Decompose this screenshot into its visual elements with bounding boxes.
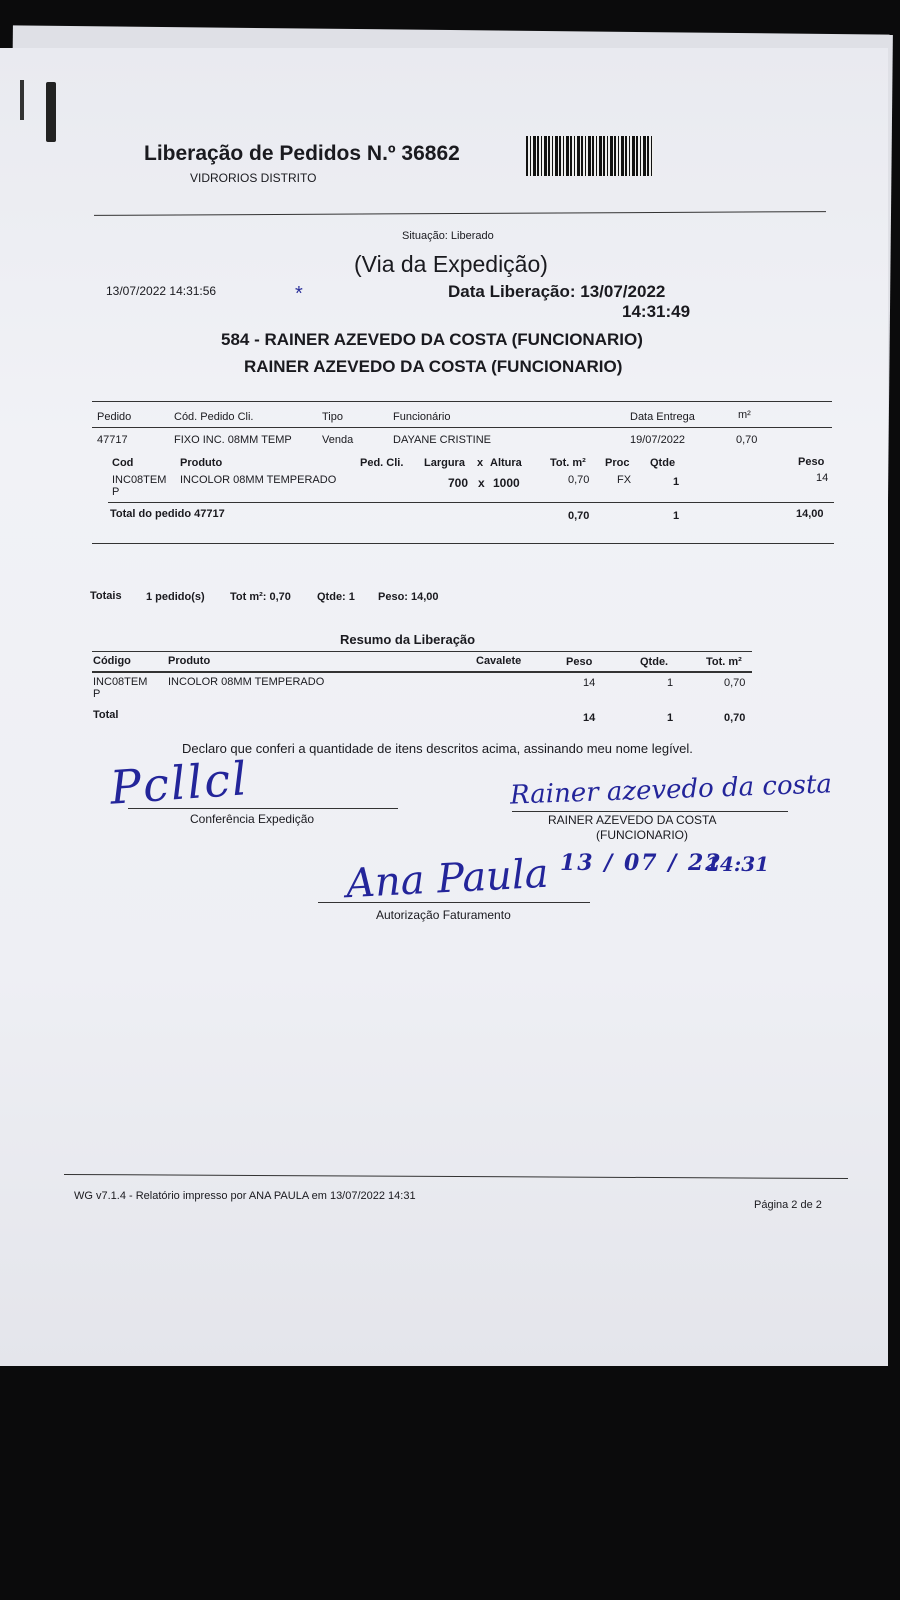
order-total-label: Total do pedido 47717 (110, 508, 225, 520)
release-time: 14:31:49 (622, 302, 691, 321)
summary-top-rule (92, 651, 752, 652)
item-height: 1000 (493, 476, 520, 490)
summary-header-tot-m2: Tot. m² (706, 656, 742, 668)
declaration-text: Declaro que conferi a quantidade de itens descritos acima, assinando meu nome legível. (182, 741, 693, 756)
summary-m2: 0,70 (724, 677, 746, 689)
summary-total-qtde: 1 (667, 712, 674, 724)
status-text: Situação: Liberado (402, 230, 494, 242)
col-header-cod-pedido-cli: Cód. Pedido Cli. (174, 411, 254, 423)
company-name: VIDRORIOS DISTRITO (190, 171, 317, 185)
summary-header-produto: Produto (168, 655, 211, 667)
item-header-peso: Peso (798, 456, 825, 468)
copy-type: (Via da Expedição) (354, 251, 548, 277)
item-product: INCOLOR 08MM TEMPERADO (180, 474, 337, 486)
summary-header-cavalete: Cavalete (476, 655, 522, 667)
summary-product: INCOLOR 08MM TEMPERADO (168, 676, 325, 688)
summary-title: Resumo da Liberação (340, 632, 476, 647)
item-cod-line-2: P (112, 486, 120, 498)
summary-header-qtde: Qtde. (640, 656, 669, 668)
item-cod-line-1: INC08TEM (112, 474, 167, 486)
totals-qtde: Qtde: 1 (317, 591, 355, 603)
col-header-funcionario: Funcionário (393, 411, 451, 423)
summary-total-weight: 14 (583, 712, 596, 724)
summary-total-m2: 0,70 (724, 712, 746, 724)
summary-code-line-2: P (93, 688, 101, 700)
order-total-peso: 14,00 (796, 508, 824, 520)
order-employee: DAYANE CRISTINE (393, 434, 491, 446)
order-client-code: FIXO INC. 08MM TEMP (174, 434, 292, 446)
item-tot-m2: 0,70 (568, 474, 590, 486)
rainer-signature-line (512, 811, 788, 812)
item-width: 700 (448, 476, 469, 490)
handwritten-date: 13 / 07 / 22 (560, 850, 723, 876)
order-total-m2: 0,70 (568, 510, 590, 522)
summary-total-label: Total (93, 709, 119, 721)
col-header-data-entrega: Data Entrega (630, 411, 695, 423)
item-peso: 14 (816, 472, 829, 484)
summary-header-codigo: Código (93, 655, 131, 667)
item-proc: FX (617, 474, 632, 486)
item-qtde: 1 (673, 476, 680, 488)
item-header-cod: Cod (112, 457, 134, 469)
item-header-ped-cli: Ped. Cli. (360, 457, 404, 469)
rainer-role: (FUNCIONARIO) (596, 828, 688, 842)
table-top-rule (92, 401, 832, 402)
summary-header-rule (92, 671, 752, 673)
order-total-qtde: 1 (673, 510, 680, 522)
print-datetime: 13/07/2022 14:31:56 (106, 284, 217, 298)
footer-page-number: Página 2 de 2 (754, 1199, 822, 1211)
col-header-pedido: Pedido (97, 411, 132, 423)
order-type: Venda (322, 434, 354, 446)
item-total-rule (108, 502, 834, 503)
order-m2: 0,70 (736, 434, 758, 446)
item-header-tot-m2: Tot. m² (550, 457, 586, 469)
item-x: x (478, 476, 485, 490)
document-page (0, 48, 888, 1366)
autorizacao-signature-line (318, 902, 590, 903)
handwritten-time: 14:31 (706, 852, 770, 876)
col-header-m2: m² (738, 409, 751, 421)
autorizacao-signature: Ana Paula (344, 850, 550, 908)
col-header-tipo: Tipo (322, 411, 343, 423)
document-title: Liberação de Pedidos N.º 36862 (144, 142, 460, 165)
summary-weight: 14 (583, 677, 596, 689)
barcode-icon (526, 136, 654, 176)
conferencia-signature-line (128, 808, 398, 809)
order-block-bottom-rule (92, 543, 834, 544)
item-header-qtde: Qtde (650, 457, 676, 469)
footer-printed-by: WG v7.1.4 - Relatório impresso por ANA PAULA em 13/07/2022 14:31 (74, 1190, 416, 1202)
summary-code-line-1: INC08TEM (93, 676, 148, 688)
client-line-1: 584 - RAINER AZEVEDO DA COSTA (FUNCIONARIO) (221, 330, 643, 349)
conferencia-label: Conferência Expedição (190, 812, 315, 826)
summary-header-peso: Peso (566, 656, 593, 668)
totals-orders: 1 pedido(s) (146, 591, 205, 603)
summary-qtde: 1 (667, 677, 674, 689)
item-header-produto: Produto (180, 457, 223, 469)
autorizacao-label: Autorização Faturamento (376, 908, 511, 922)
star-mark: * (295, 283, 303, 305)
client-line-2: RAINER AZEVEDO DA COSTA (FUNCIONARIO) (244, 357, 623, 376)
totals-m2: Tot m²: 0,70 (230, 591, 291, 603)
item-header-largura: Largura (424, 457, 465, 469)
totals-label: Totais (90, 590, 122, 602)
item-header-proc: Proc (605, 457, 630, 469)
release-date: Data Liberação: 13/07/2022 (448, 282, 666, 301)
order-number: 47717 (97, 434, 128, 446)
item-header-x: x (477, 457, 484, 469)
rainer-signature: Rainer azevedo da costa (509, 769, 833, 811)
rainer-name: RAINER AZEVEDO DA COSTA (548, 813, 717, 827)
item-header-altura: Altura (490, 457, 522, 469)
conferencia-signature: Pcllcl (108, 751, 251, 815)
totals-weight: Peso: 14,00 (378, 591, 439, 603)
binder-clip-mark (46, 82, 56, 142)
order-delivery-date: 19/07/2022 (630, 434, 686, 446)
table-header-rule (92, 427, 832, 428)
binder-clip-mark-2 (20, 80, 24, 120)
